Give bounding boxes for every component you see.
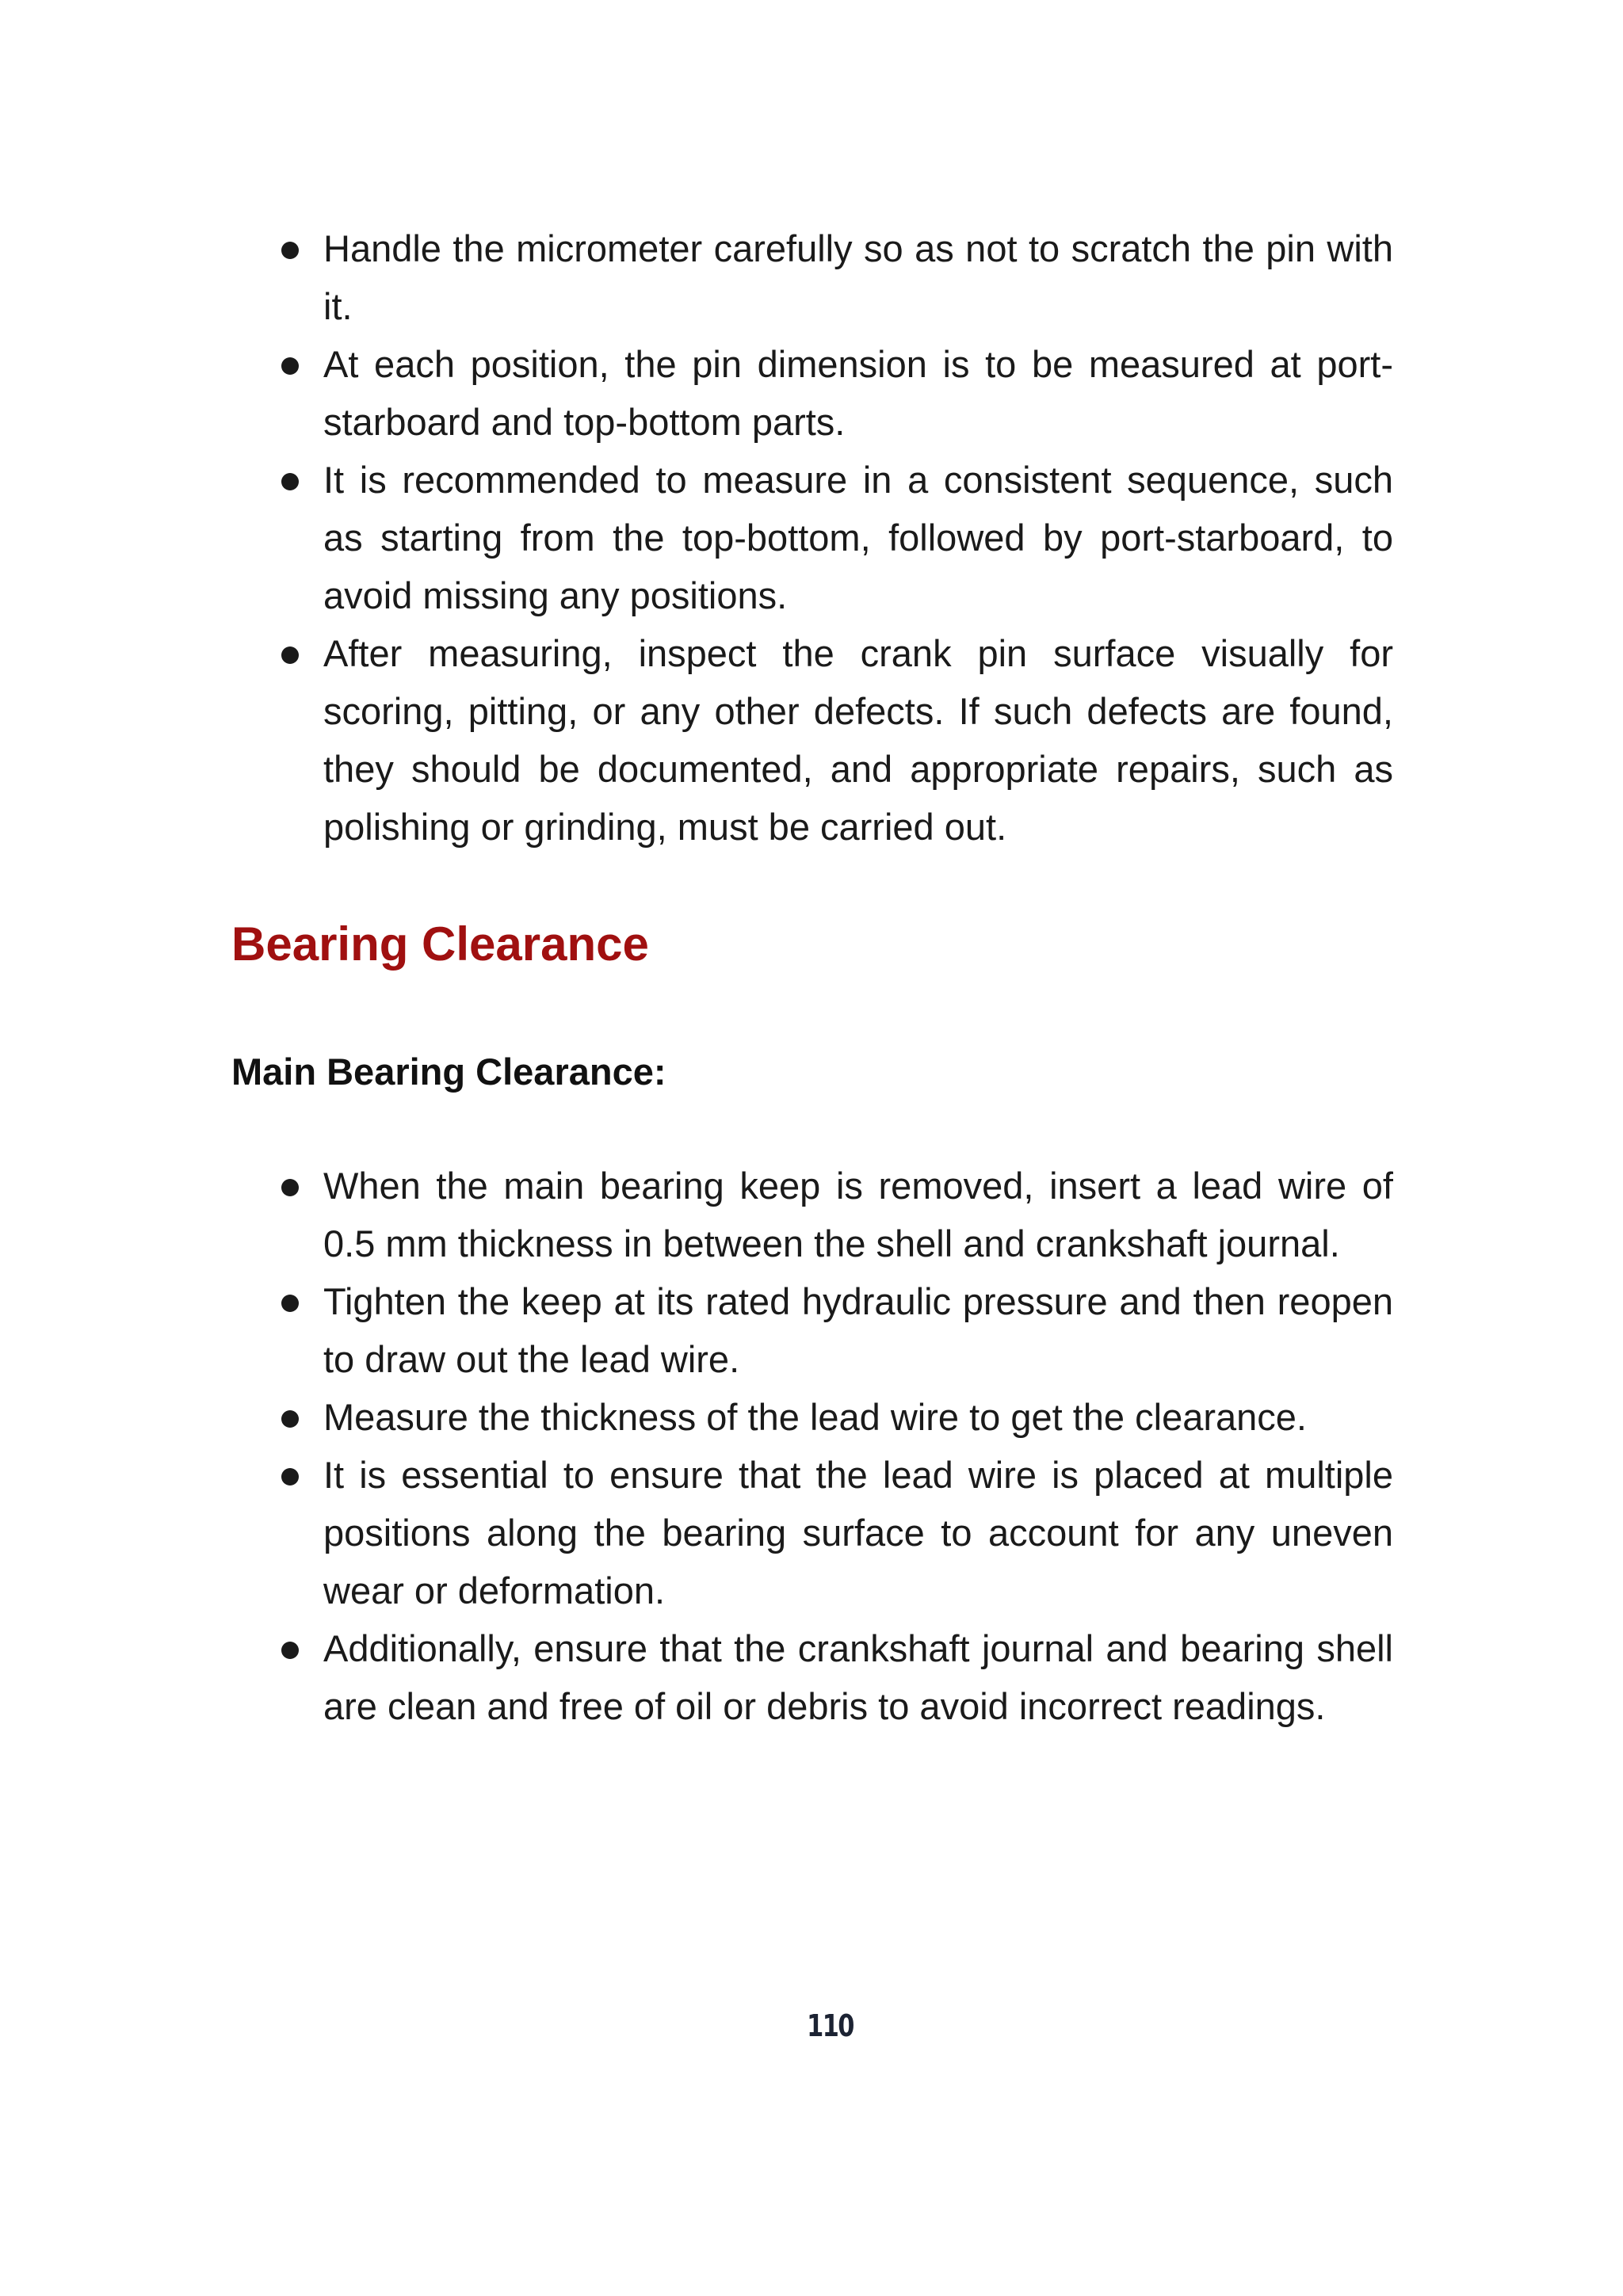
list-item bbox=[323, 624, 1393, 856]
bullet-icon bbox=[281, 1179, 299, 1196]
list-item bbox=[323, 451, 1393, 624]
bullet-list-measurement bbox=[0, 219, 1623, 856]
list-item-text: It is recommended to measure in a consistent sequence, such as starting from the top-bottom, followed by port-starboard, to avoid missing any positions. bbox=[323, 459, 1393, 616]
sub-heading: Main Bearing Clearance: bbox=[231, 1051, 666, 1093]
list-item-text: Measure the thickness of the lead wire to get the clearance. bbox=[323, 1396, 1307, 1438]
bullet-icon bbox=[281, 357, 299, 375]
list-item bbox=[323, 1619, 1393, 1735]
section-heading: Bearing Clearance bbox=[231, 917, 649, 971]
bullet-list-clearance bbox=[0, 1157, 1623, 1735]
bullet-icon bbox=[281, 1642, 299, 1659]
list-item bbox=[323, 1388, 1393, 1446]
list-item bbox=[323, 1157, 1393, 1272]
page-number: 110 bbox=[807, 2008, 854, 2043]
list-item-text: At each position, the pin dimension is to be measured at port-starboard and top-bottom parts. bbox=[323, 343, 1393, 443]
list-item-text: It is essential to ensure that the lead wire is placed at multiple positions along the bearing surface to account for any uneven wear or deformation. bbox=[323, 1454, 1393, 1611]
list-item bbox=[323, 1272, 1393, 1388]
bullet-icon bbox=[281, 1410, 299, 1428]
bullet-icon bbox=[281, 473, 299, 490]
list-item bbox=[323, 219, 1393, 335]
bullet-icon bbox=[281, 1468, 299, 1486]
bullet-icon bbox=[281, 1295, 299, 1312]
list-item bbox=[323, 335, 1393, 451]
bullet-icon bbox=[281, 242, 299, 259]
list-item-text: Handle the micrometer carefully so as not to scratch the pin with it. bbox=[323, 227, 1393, 327]
list-item-text: After measuring, inspect the crank pin surface visually for scoring, pitting, or any other defects. If such defects are found, they should be documented, and appropriate repairs, such as polishing or grinding, must be carried out. bbox=[323, 632, 1393, 848]
bullet-icon bbox=[281, 646, 299, 664]
list-item-text: When the main bearing keep is removed, insert a lead wire of 0.5 mm thickness in between the shell and crankshaft journal. bbox=[323, 1165, 1393, 1264]
list-item-text: Additionally, ensure that the crankshaft journal and bearing shell are clean and free of oil or debris to avoid incorrect readings. bbox=[323, 1627, 1393, 1727]
list-item bbox=[323, 1446, 1393, 1619]
list-item-text: Tighten the keep at its rated hydraulic pressure and then reopen to draw out the lead wire. bbox=[323, 1280, 1393, 1380]
